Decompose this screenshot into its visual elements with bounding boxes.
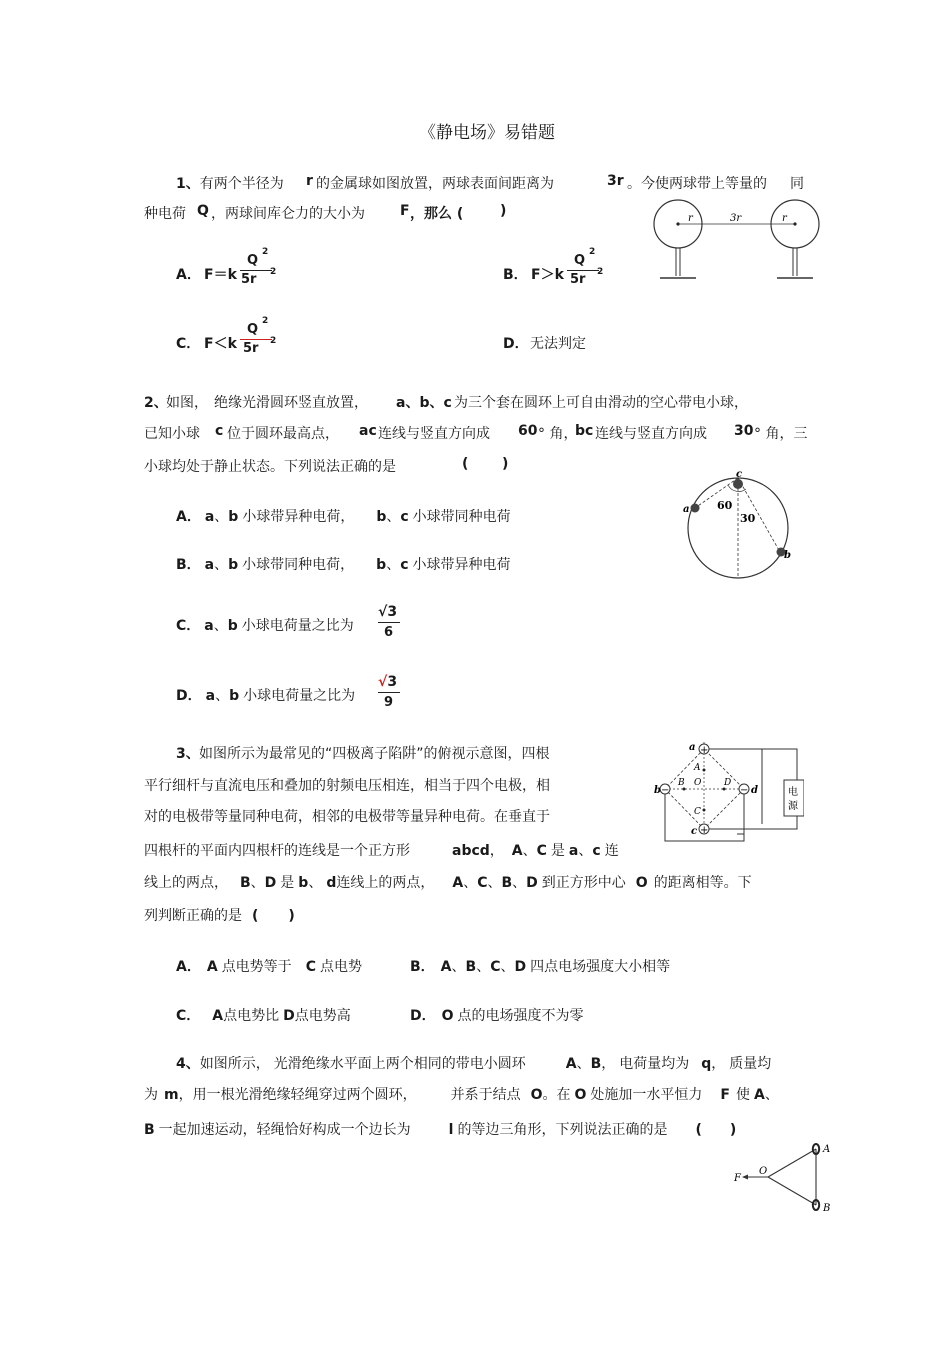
q2-30: 30 [734, 423, 754, 439]
fraction-denominator: 5r [241, 272, 257, 287]
fraction-bar [240, 270, 272, 271]
q4-line2: 为 m，用一根光滑绝缘轻绳穿过两个圆环， 并系于结点 O。在 O 处施加一水平恒力 F 使 A、 [144, 1087, 779, 1103]
label-D: D [724, 778, 732, 788]
exponent: 2 [262, 316, 269, 326]
q1-F: F [400, 203, 410, 219]
q2-c-frac-denominator: 6 [384, 625, 394, 640]
svg-text:+: + [700, 745, 709, 756]
q1-option-d-label: D． [503, 336, 529, 352]
label-A: A [823, 1144, 831, 1155]
label-F: F [734, 1173, 741, 1184]
q3-text: 对的电极带等量同种电荷，相邻的电极带等量异种电荷。在垂直于 [144, 809, 550, 825]
q3-text: 平行细杆与直流电压和叠加的射频电压相连，相当于四个电极，相 [144, 778, 550, 794]
label-A: A [694, 763, 701, 773]
label-b: b [784, 550, 791, 561]
q1-option-d-text: 无法判定 [530, 336, 586, 352]
q2-text: 连线与竖直方向成 [595, 426, 707, 442]
fraction-numerator: Q [574, 253, 586, 268]
fraction-bar [378, 622, 400, 623]
q2-paren-open: ( [462, 456, 469, 472]
label-b: b [654, 785, 661, 796]
q2-bc: bc [575, 423, 594, 439]
q1-text: 同 [790, 176, 804, 192]
q1-option-b-relation: F＞k [531, 267, 564, 283]
label-B: B [678, 778, 685, 788]
q1-3r: 3r [607, 173, 624, 189]
label-O: O [694, 778, 702, 788]
q2-text: 连线与竖直方向成 [378, 426, 490, 442]
angle-60-label: 60 [717, 499, 733, 512]
label-a: a [689, 742, 696, 753]
exponent: 2 [262, 247, 269, 257]
q2-d-frac-numerator: √3 [378, 674, 398, 690]
power-label-1: 电 [788, 787, 798, 798]
exponent: 2 [597, 267, 604, 277]
q2-ring-figure [680, 468, 798, 584]
svg-text:+: + [700, 825, 709, 836]
q1-number: 1、 [176, 176, 200, 192]
q2-60: 60 [518, 423, 538, 439]
q1-line1 [176, 173, 284, 193]
q4-line3: B 一起加速运动，轻绳恰好构成一个边长为 l 的等边三角形，下列说法正确的是 ( ) [144, 1122, 737, 1138]
q2-text: 为三个套在圆环上可自由滑动的空心带电小球， [454, 395, 748, 411]
radius-label: r [688, 213, 693, 224]
q3-option-b: B． A、B、C、D 四点电场强度大小相等 [410, 959, 671, 975]
q3-option-d: D． O 点的电场强度不为零 [410, 1008, 584, 1024]
fraction-numerator: Q [247, 253, 259, 268]
fraction-denominator: 5r [570, 272, 586, 287]
q1-text: 有两个半径为 [199, 176, 284, 192]
q1-option-a-relation: F＝k [204, 267, 237, 283]
q3-line4: 四根杆的平面内四根杆的连线是一个正方形 abcd， A、C 是 a、c 连 [144, 843, 619, 859]
radius-label: r [782, 213, 787, 224]
q1-option-a-label: A． [176, 267, 201, 283]
q2-text: 绝缘光滑圆环竖直放置， [214, 395, 368, 411]
fraction-bar [240, 339, 272, 340]
q2-c-frac-numerator: √3 [378, 604, 398, 620]
label-c: c [691, 826, 698, 837]
q1-option-b-label: B． [503, 267, 528, 283]
exponent: 2 [589, 247, 596, 257]
q4-triangle-figure [732, 1138, 834, 1216]
q3-option-a: A． A 点电势等于 C 点电势 [176, 959, 362, 975]
q2-text: ° 角， [538, 426, 578, 442]
q2-text: 如图， [166, 395, 208, 411]
q1-paren-close: ) [500, 203, 507, 219]
q2-text: 小球均处于静止状态。下列说法正确的是 [144, 459, 396, 475]
q2-option-b: B． a、b 小球带同种电荷， b、c 小球带异种电荷 [176, 557, 511, 573]
force-arrow-head [742, 1175, 748, 1180]
q2-ac: ac [359, 423, 377, 439]
q3-ion-trap-figure [652, 740, 804, 846]
q2-option-a: A． a、b 小球带异种电荷， b、c 小球带同种电荷 [176, 509, 511, 525]
q1-Q: Q [197, 203, 209, 219]
q3-number: 3、 [176, 746, 200, 762]
power-label-2: 源 [788, 801, 798, 812]
q4-line1: 4、如图所示， 光滑绝缘水平面上两个相同的带电小圆环 A、B， 电荷量均为 q， 质量均 [176, 1056, 772, 1072]
label-C: C [694, 807, 701, 817]
label-a: a [683, 504, 690, 515]
fraction-denominator: 5r [243, 341, 259, 356]
label-d: d [751, 785, 758, 796]
q3-text: 如图所示为最常见的“四极离子陷阱”的俯视示意图，四根 [199, 746, 550, 762]
ball-c [733, 479, 743, 489]
q1-text: 的金属球如图放置，两球表面间距离为 [316, 176, 554, 192]
fraction-bar [567, 270, 599, 271]
q1-option-c-relation: F＜k [204, 336, 237, 352]
q2-c: c [215, 423, 224, 439]
q1-two-spheres-figure [650, 196, 825, 286]
q2-option-c: C． a、b 小球电荷量之比为 [176, 618, 354, 634]
q2-abc: a、b、c [396, 395, 452, 411]
label-c: c [736, 469, 743, 480]
q3-option-c: C． A点电势比 D点电势高 [176, 1008, 351, 1024]
q1-text: ，两球间库仑力的大小为 [211, 206, 365, 222]
exponent: 2 [270, 336, 277, 346]
q2-option-d: D． a、b 小球电荷量之比为 [176, 688, 356, 704]
gap-label: 3r [730, 213, 742, 224]
ball-a [691, 504, 700, 513]
fraction-numerator: Q [247, 322, 259, 337]
svg-text:−: − [661, 785, 670, 796]
q1-text: 种电荷 [144, 206, 186, 222]
q1-text: 。今使两球带上等量的 [627, 176, 767, 192]
q1-paren-open: ，那么 ( [410, 206, 464, 222]
q2-paren-close: ) [502, 456, 509, 472]
exponent: 2 [270, 267, 277, 277]
q1-option-c-label: C． [176, 336, 201, 352]
q3-line5: 线上的两点， B、D 是 b、 d连线上的两点， A、C、B、D 到正方形中心 O 的距离相等。下 [144, 875, 752, 891]
label-O: O [759, 1166, 768, 1177]
q2-text: ° 角，三 [754, 426, 808, 442]
fraction-bar [378, 692, 400, 693]
q2-d-frac-denominator: 9 [384, 695, 394, 710]
svg-text:−: − [740, 785, 749, 796]
q3-line6: 列判断正确的是 ( ) [144, 908, 295, 924]
label-B: B [823, 1203, 831, 1214]
angle-30-label: 30 [740, 512, 756, 525]
page-title: 《静电场》易错题 [419, 123, 555, 143]
q2-text: 已知小球 [144, 426, 200, 442]
q1-r: r [306, 173, 313, 189]
q2-text: 位于圆环最高点， [227, 426, 339, 442]
q2-number: 2、 [144, 395, 168, 411]
